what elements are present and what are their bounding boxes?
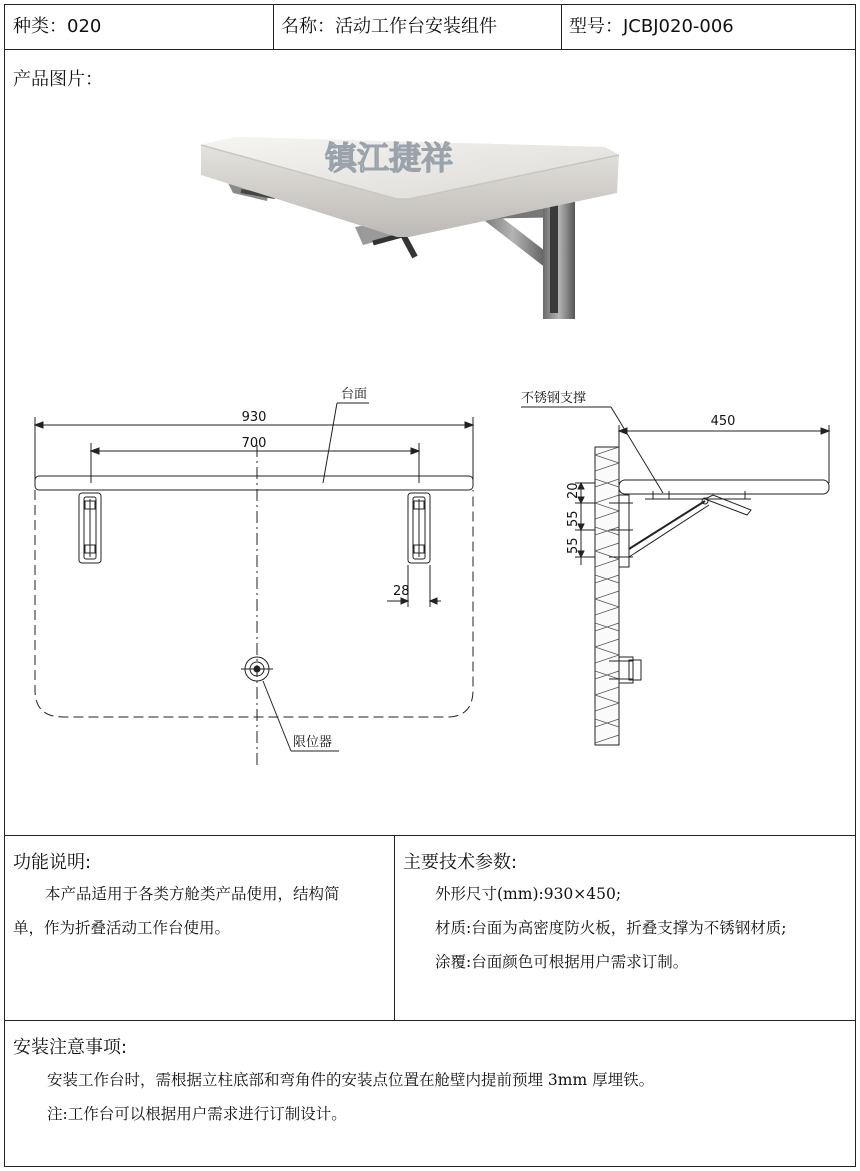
function-line: 本产品适用于各类方舱类产品使用，结构简: [45, 885, 340, 903]
spec-line: 材质:台面为高密度防火板，折叠支撑为不锈钢材质;: [435, 919, 787, 937]
product-picture-title: 产品图片：: [13, 69, 103, 90]
product-name-field: 名称：活动工作台安装组件: [281, 16, 497, 37]
side-view: [521, 407, 829, 745]
spec-line: 涂覆:台面颜色可根据用户需求订制。: [435, 953, 689, 971]
specs-list: [435, 877, 855, 979]
label-stopper: 限位器: [293, 735, 333, 750]
bracket-front-left: [79, 493, 101, 563]
install-notes-title: 安装注意事项:: [13, 1037, 128, 1058]
dim-overall-width: 930: [241, 410, 267, 425]
watermark-text: 镇江捷祥: [324, 139, 454, 177]
spec-line: 外形尺寸(mm):930×450;: [435, 885, 622, 903]
product-sheet: [4, 4, 856, 1167]
dim-bracket-offset: 28: [393, 584, 410, 599]
function-description: [13, 877, 385, 945]
stainless-support-bracket: [619, 491, 751, 567]
dim-bracket-spacing: 700: [241, 436, 267, 451]
dim-bolt-spacing-1: 55: [566, 510, 581, 527]
function-title: 功能说明:: [13, 852, 92, 873]
install-line: 注:工作台可以根据用户需求进行订制设计。: [47, 1105, 347, 1123]
section-divider: [5, 1020, 855, 1021]
section-divider: [5, 835, 855, 836]
dim-depth: 450: [710, 414, 736, 429]
technical-drawing: [5, 5, 857, 835]
dim-top-offset: 20: [566, 482, 581, 499]
install-notes: [47, 1063, 847, 1131]
dim-bolt-spacing-2: 55: [566, 537, 581, 554]
specs-title: 主要技术参数:: [403, 852, 518, 873]
label-stainless-support: 不锈钢支撑: [521, 391, 587, 406]
install-line: 安装工作台时，需根据立柱底部和弯角件的安装点位置在舱壁内提前预埋 3mm 厚埋铁。: [47, 1071, 655, 1089]
model-field: 型号：JCBJ020-006: [569, 16, 734, 37]
label-tabletop: 台面: [341, 387, 368, 402]
section-divider: [394, 835, 395, 1020]
category-field: 种类：020: [13, 16, 102, 37]
function-line: 单，作为折叠活动工作台使用。: [13, 919, 231, 937]
bracket-front-right: [408, 493, 430, 563]
